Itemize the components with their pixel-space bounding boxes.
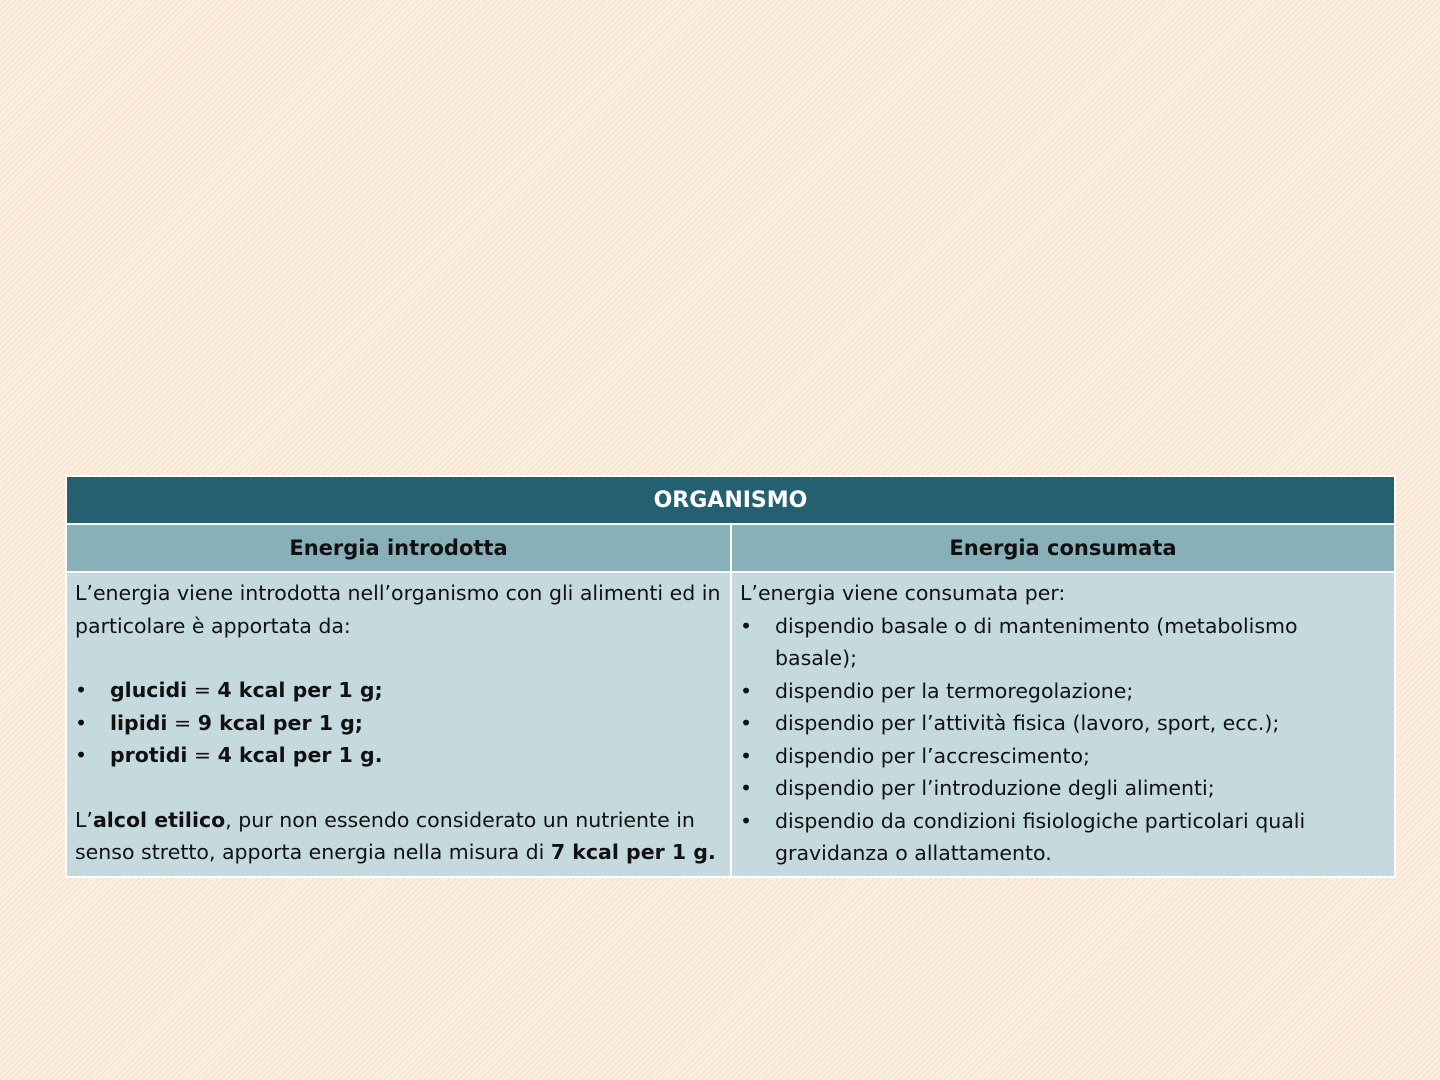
list-item: • dispendio per la termoregolazione; <box>740 675 1386 708</box>
table-title: ORGANISMO <box>66 476 1395 524</box>
expenditure-list <box>740 610 1386 870</box>
list-item: • dispendio da condizioni fisiologiche particolari quali gravidanza o allattamento. <box>740 805 1386 870</box>
nutrient-list <box>75 674 722 772</box>
header-energia-introdotta: Energia introdotta <box>66 524 731 572</box>
header-energia-consumata: Energia consumata <box>731 524 1395 572</box>
list-item: • dispendio basale o di mantenimento (metabolismo basale); <box>740 610 1386 675</box>
list-item: • dispendio per l’accrescimento; <box>740 740 1386 773</box>
list-item: • lipidi = 9 kcal per 1 g; <box>75 707 722 740</box>
right-intro: L’energia viene consumata per: <box>740 581 1066 605</box>
left-intro: L’energia viene introdotta nell’organismo con gli alimenti ed in particolare è apportata da: <box>75 581 721 638</box>
list-item: • protidi = 4 kcal per 1 g. <box>75 739 722 772</box>
list-item: • glucidi = 4 kcal per 1 g; <box>75 674 722 707</box>
energia-consumata-cell <box>731 572 1395 877</box>
list-item: • dispendio per l’attività fisica (lavoro, sport, ecc.); <box>740 707 1386 740</box>
organismo-table <box>65 475 1396 878</box>
energia-introdotta-cell <box>66 572 731 877</box>
list-item: • dispendio per l’introduzione degli alimenti; <box>740 772 1386 805</box>
alcohol-note: L’alcol etilico, pur non essendo considerato un nutriente in senso stretto, apporta energia nella misura di 7 kcal per 1 g. <box>75 807 716 864</box>
